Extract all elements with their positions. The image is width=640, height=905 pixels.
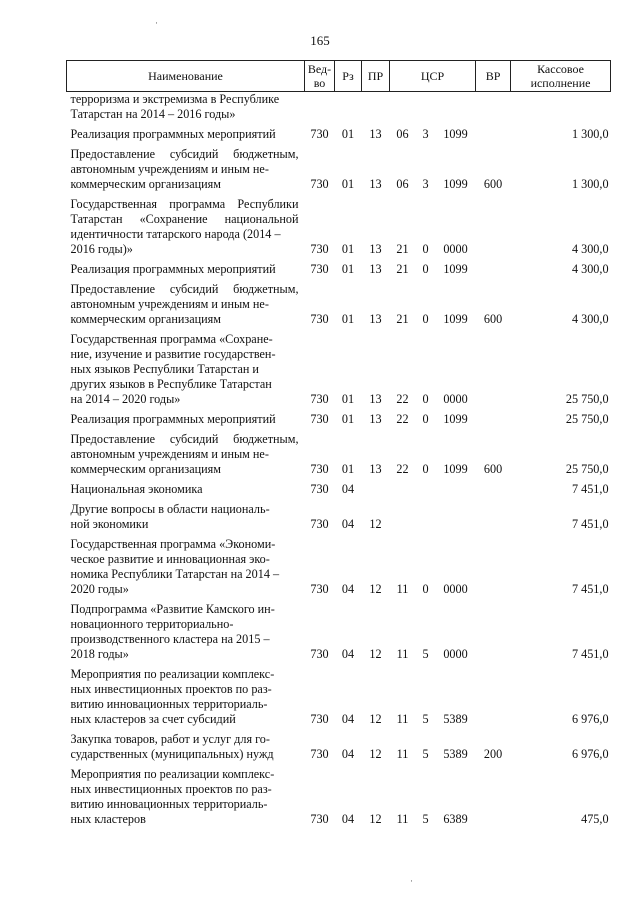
cell-pr xyxy=(362,479,390,499)
cell-csr-subprogram: 0 xyxy=(422,262,429,276)
cell-csr-subprogram: 5 xyxy=(422,712,429,726)
cell-vr xyxy=(476,499,511,534)
cell-amount: 25 750,0 xyxy=(565,462,609,476)
cell-rz: 01 xyxy=(341,392,355,406)
cell-csr-subprogram: 3 xyxy=(422,127,429,141)
cell-ved: 730 xyxy=(310,517,329,531)
cell-vr: 600 xyxy=(483,312,503,326)
table-row xyxy=(67,329,611,409)
cell-csr-direction: 1099 xyxy=(443,127,468,141)
cell-name: терроризма и экстремизма в Республике Татарстан на 2014 – 2016 годы» xyxy=(70,92,280,121)
cell-ved: 730 xyxy=(310,262,329,276)
cell-csr-program: 22 xyxy=(396,462,409,476)
cell-name: Реализация программных мероприятий xyxy=(70,262,276,276)
cell-csr-direction xyxy=(436,479,476,499)
cell-vr: 200 xyxy=(483,747,503,761)
cell-rz: 04 xyxy=(341,812,355,826)
cell-amount: 7 451,0 xyxy=(571,482,609,496)
cell-csr-direction: 1099 xyxy=(443,177,468,191)
cell-ved: 730 xyxy=(310,812,329,826)
cell-csr-direction: 0000 xyxy=(443,242,468,256)
cell-name: Подпрограмма «Развитие Камского ин- новационного территориально- производственного кластера на 2015 – 2018 годы» xyxy=(70,602,275,661)
cell-csr-direction: 1099 xyxy=(443,462,468,476)
cell-csr-subprogram: 0 xyxy=(422,312,429,326)
cell-pr: 13 xyxy=(369,312,382,326)
cell-rz: 01 xyxy=(341,312,355,326)
cell-csr-program xyxy=(390,499,416,534)
table-row xyxy=(67,764,611,829)
cell-csr-direction: 1099 xyxy=(443,412,468,426)
cell-csr-subprogram: 5 xyxy=(422,812,429,826)
cell-ved: 730 xyxy=(310,462,329,476)
cell-vr xyxy=(476,534,511,599)
cell-rz: 01 xyxy=(341,177,355,191)
table-row xyxy=(67,599,611,664)
cell-name: Мероприятия по реализации комплекс- ных инвестиционных проектов по раз- витию инновационных территориаль- ных кластеров за счет субсидий xyxy=(70,667,275,726)
cell-ved: 730 xyxy=(310,647,329,661)
cell-rz: 04 xyxy=(341,712,355,726)
cell-csr-subprogram xyxy=(416,479,436,499)
cell-csr-program: 11 xyxy=(396,712,409,726)
cell-csr-subprogram xyxy=(416,499,436,534)
cell-pr: 12 xyxy=(369,647,382,661)
table-body xyxy=(67,92,611,830)
cell-rz xyxy=(335,92,362,125)
cell-pr: 13 xyxy=(369,462,382,476)
cell-amount: 4 300,0 xyxy=(571,262,609,276)
cell-pr: 12 xyxy=(369,517,382,531)
cell-csr-program: 21 xyxy=(396,242,409,256)
table-row xyxy=(67,144,611,194)
cell-csr-program: 06 xyxy=(396,177,409,191)
cell-csr-direction: 1099 xyxy=(443,312,468,326)
table-row xyxy=(67,479,611,499)
cell-ved: 730 xyxy=(310,482,329,496)
cell-vr xyxy=(476,479,511,499)
cell-vr xyxy=(476,664,511,729)
cell-csr-program: 21 xyxy=(396,262,409,276)
table-row xyxy=(67,279,611,329)
cell-pr: 13 xyxy=(369,242,382,256)
table-row xyxy=(67,429,611,479)
cell-name: Государственная программа «Сохране- ние, изучение и развитие государствен- ных языков Республики Татарстан и других языков в Республике Татарстан на 2014 – 2020 годы» xyxy=(70,332,276,406)
table-row xyxy=(67,259,611,279)
table-row xyxy=(67,729,611,764)
page-number: 165 xyxy=(310,33,330,48)
cell-csr-direction: 5389 xyxy=(443,712,468,726)
cell-amount: 4 300,0 xyxy=(571,312,609,326)
budget-table xyxy=(66,60,611,829)
cell-name: Национальная экономика xyxy=(70,482,203,496)
cell-csr-program: 11 xyxy=(396,647,409,661)
scan-dot: · xyxy=(410,876,413,886)
cell-pr: 12 xyxy=(369,747,382,761)
cell-name: Другие вопросы в области националь- ной экономики xyxy=(70,502,270,531)
cell-ved: 730 xyxy=(310,712,329,726)
cell-csr-subprogram: 5 xyxy=(422,647,429,661)
cell-csr-subprogram: 0 xyxy=(422,462,429,476)
cell-csr-program: 22 xyxy=(396,392,409,406)
cell-pr: 13 xyxy=(369,412,382,426)
table-row xyxy=(67,124,611,144)
cell-amount: 1 300,0 xyxy=(571,127,609,141)
cell-vr xyxy=(476,92,511,125)
table-row xyxy=(67,409,611,429)
cell-rz: 04 xyxy=(341,647,355,661)
header-rz: Рз xyxy=(335,61,362,92)
cell-vr xyxy=(476,124,511,144)
cell-csr-program xyxy=(390,92,416,125)
cell-ved: 730 xyxy=(310,177,329,191)
cell-csr-program: 11 xyxy=(396,582,409,596)
cell-name: Государственная программа «Экономи- ческое развитие и инновационная эко- номика Республики Татарстан на 2014 – 2020 годы» xyxy=(70,537,280,596)
cell-vr xyxy=(476,764,511,829)
cell-name: Мероприятия по реализации комплекс- ных инвестиционных проектов по раз- витию инновационных территориаль- ных кластеров xyxy=(70,767,275,826)
cell-ved: 730 xyxy=(310,582,329,596)
cell-pr: 12 xyxy=(369,712,382,726)
cell-csr-direction xyxy=(436,92,476,125)
cell-pr: 13 xyxy=(369,392,382,406)
cell-vr xyxy=(476,599,511,664)
cell-name: Предоставление субсидий бюджетным, автономным учреждениям и иным не- коммерческим организациям xyxy=(70,147,299,191)
cell-name: Закупка товаров, работ и услуг для го- сударственных (муниципальных) нужд xyxy=(70,732,274,761)
cell-pr: 12 xyxy=(369,582,382,596)
cell-csr-direction: 0000 xyxy=(443,392,468,406)
cell-amount: 7 451,0 xyxy=(571,517,609,531)
cell-ved: 730 xyxy=(310,412,329,426)
header-vr: ВР xyxy=(476,61,511,92)
table-row xyxy=(67,92,611,125)
cell-csr-subprogram: 0 xyxy=(422,392,429,406)
cell-csr-subprogram: 5 xyxy=(422,747,429,761)
cell-amount xyxy=(511,92,611,125)
cell-rz: 01 xyxy=(341,127,355,141)
cell-amount: 7 451,0 xyxy=(571,582,609,596)
cell-csr-direction: 0000 xyxy=(443,582,468,596)
table-row xyxy=(67,499,611,534)
cell-amount: 1 300,0 xyxy=(571,177,609,191)
cell-vr xyxy=(476,329,511,409)
cell-name: Предоставление субсидий бюджетным, автономным учреждениям и иным не- коммерческим организациям xyxy=(70,432,299,476)
cell-ved: 730 xyxy=(310,312,329,326)
cell-csr-subprogram: 0 xyxy=(422,242,429,256)
table-row xyxy=(67,664,611,729)
cell-amount: 7 451,0 xyxy=(571,647,609,661)
cell-rz: 01 xyxy=(341,242,355,256)
cell-csr-program xyxy=(390,479,416,499)
cell-csr-direction: 1099 xyxy=(443,262,468,276)
cell-name: Реализация программных мероприятий xyxy=(70,127,276,141)
scan-dot: · xyxy=(155,18,158,28)
cell-amount: 25 750,0 xyxy=(565,412,609,426)
cell-rz: 04 xyxy=(341,517,355,531)
cell-pr: 13 xyxy=(369,127,382,141)
cell-amount: 25 750,0 xyxy=(565,392,609,406)
cell-name: Государственная программа Республики Татарстан «Сохранение национальной идентичности татарского народа (2014 – 2016 годы)» xyxy=(70,197,299,256)
cell-csr-program: 22 xyxy=(396,412,409,426)
cell-csr-direction xyxy=(436,499,476,534)
cell-vr: 600 xyxy=(483,177,503,191)
cell-csr-subprogram: 0 xyxy=(422,582,429,596)
cell-rz: 01 xyxy=(341,462,355,476)
cell-ved: 730 xyxy=(310,242,329,256)
cell-ved xyxy=(305,92,335,125)
cell-ved: 730 xyxy=(310,747,329,761)
cell-csr-subprogram xyxy=(416,92,436,125)
cell-vr: 600 xyxy=(483,462,503,476)
cell-name: Реализация программных мероприятий xyxy=(70,412,276,426)
cell-name: Предоставление субсидий бюджетным, автономным учреждениям и иным не- коммерческим организациям xyxy=(70,282,299,326)
header-name: Наименование xyxy=(67,61,305,92)
header-ved: Вед- во xyxy=(305,61,335,92)
cell-csr-direction: 0000 xyxy=(443,647,468,661)
cell-rz: 01 xyxy=(341,412,355,426)
cell-rz: 01 xyxy=(341,262,355,276)
cell-csr-program: 21 xyxy=(396,312,409,326)
cell-ved: 730 xyxy=(310,127,329,141)
cell-pr xyxy=(362,92,390,125)
table-row xyxy=(67,534,611,599)
header-csr: ЦСР xyxy=(390,61,476,92)
cell-ved: 730 xyxy=(310,392,329,406)
table-row xyxy=(67,194,611,259)
cell-pr: 13 xyxy=(369,177,382,191)
cell-rz: 04 xyxy=(341,582,355,596)
cell-csr-program: 11 xyxy=(396,812,409,826)
cell-rz: 04 xyxy=(341,482,355,496)
cell-csr-subprogram: 0 xyxy=(422,412,429,426)
cell-amount: 475,0 xyxy=(581,812,609,826)
cell-pr: 12 xyxy=(369,812,382,826)
header-pr: ПР xyxy=(362,61,390,92)
cell-amount: 6 976,0 xyxy=(571,712,609,726)
cell-vr xyxy=(476,409,511,429)
cell-vr xyxy=(476,194,511,259)
header-amount: Кассовое исполнение xyxy=(511,61,611,92)
cell-rz: 04 xyxy=(341,747,355,761)
cell-amount: 4 300,0 xyxy=(571,242,609,256)
cell-vr xyxy=(476,259,511,279)
table-header xyxy=(67,61,611,92)
cell-csr-direction: 5389 xyxy=(443,747,468,761)
cell-amount: 6 976,0 xyxy=(571,747,609,761)
cell-csr-direction: 6389 xyxy=(443,812,468,826)
cell-csr-program: 11 xyxy=(396,747,409,761)
cell-pr: 13 xyxy=(369,262,382,276)
cell-csr-program: 06 xyxy=(396,127,409,141)
cell-csr-subprogram: 3 xyxy=(422,177,429,191)
